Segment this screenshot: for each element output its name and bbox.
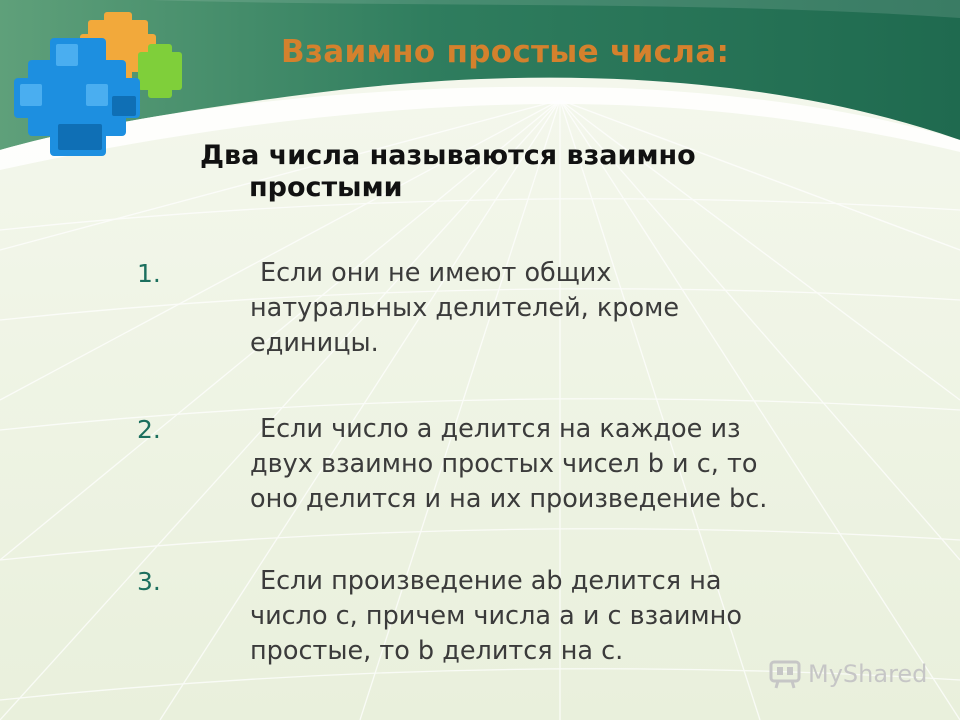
list-item-line: Если они не имеют общих [260,258,612,288]
list-item [250,412,900,517]
list-item-line: число с, причем числа а и с взаимно [250,601,742,631]
definition-line-2: простыми [249,172,403,203]
list-item-number: 3. [137,567,161,596]
list-item [250,256,900,361]
myshared-logo-icon [768,658,802,690]
page-title: Взаимно простые числа: [281,34,730,70]
list-item-line: Если число а делится на каждое из [260,414,741,444]
list-item-line: натуральных делителей, кроме [250,293,680,323]
list-item-line: Если произведение аb делится на [260,566,722,596]
watermark [768,657,927,691]
list-item-line: двух взаимно простых чисел b и с, то [250,449,758,479]
list-item-line: оно делится и на их произведение bс. [250,484,768,514]
list-item-line: простые, то b делится на с. [250,636,624,666]
definition-line-1: Два числа называются взаимно [200,140,696,171]
list-item-number: 1. [137,259,161,288]
definition-heading [200,140,840,204]
list-item-number: 2. [137,415,161,444]
list-item-line: единицы. [250,328,379,358]
list-item [250,564,900,669]
watermark-text: MyShared [808,660,928,688]
